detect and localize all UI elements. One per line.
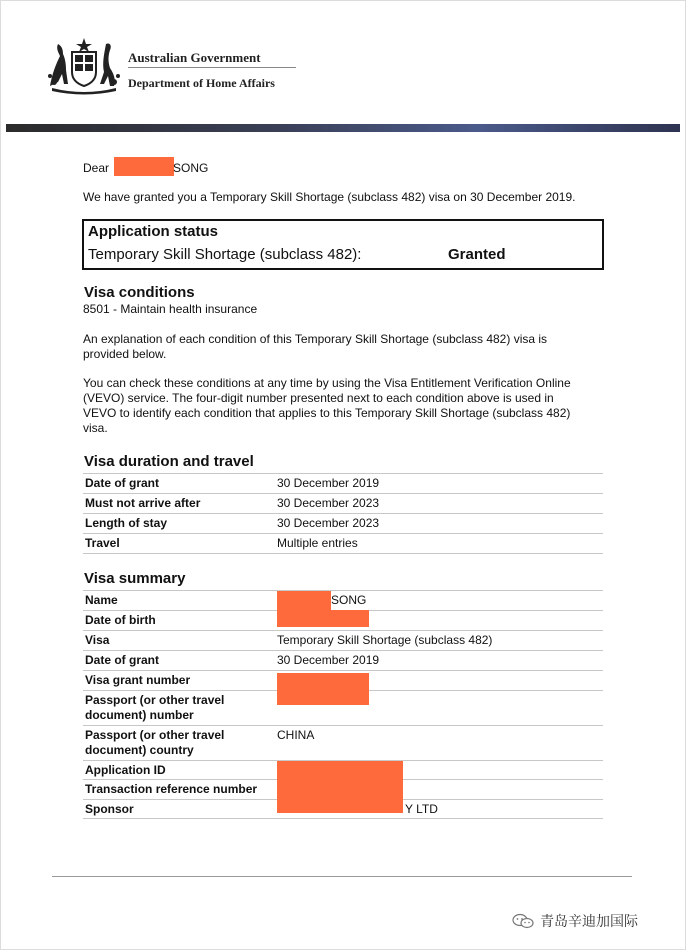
row-value: SONG [331,593,367,607]
row-label: Date of grant [85,476,160,490]
redaction-ids-and-sponsor [277,761,403,813]
table-row [83,534,603,554]
header-bar [6,124,680,132]
row-value: Temporary Skill Shortage (subclass 482) [277,633,493,647]
conditions-para1-line2: provided below. [83,347,167,361]
table-row [83,514,603,534]
watermark [512,911,638,931]
conditions-para1-line1: An explanation of each condition of this Temporary Skill Shortage (subclass 482) visa is [83,332,548,346]
row-label: Date of birth [85,613,156,627]
department-name: Department of Home Affairs [128,76,275,90]
row-label: Name [85,593,118,607]
conditions-para2-line3: VEVO to identify each condition that applies to this Temporary Skill Shortage (subclass 482) [83,406,571,420]
redaction-date-of-birth [277,610,369,627]
status-value: Granted [448,246,506,263]
table-row [83,474,603,494]
redaction-given-name [114,157,174,176]
redaction-name [277,591,331,611]
row-value: Multiple entries [277,536,358,550]
status-title: Application status [88,223,219,240]
row-value: CHINA [277,728,315,742]
header-divider [128,67,296,68]
row-label: Must not arrive after [85,496,201,510]
row-label: Application ID [85,763,166,777]
row-label: Passport (or other travel document) country [85,728,225,757]
salutation-word: Dear [83,161,110,175]
status-label: Temporary Skill Shortage (subclass 482): [88,246,362,263]
row-value: 30 December 2019 [277,476,380,490]
conditions-title: Visa conditions [84,284,195,301]
row-value: 30 December 2023 [277,496,380,510]
table-row [83,726,603,761]
row-value: Y LTD [405,802,438,816]
table-row [83,631,603,651]
conditions-para2-line2: (VEVO) service. The four-digit number presented next to each condition above is used in [83,391,554,405]
row-label: Passport (or other travel document) number [85,693,225,722]
government-name: Australian Government [128,50,261,65]
salutation [83,161,109,176]
row-label: Travel [85,536,120,550]
row-label: Date of grant [85,653,160,667]
row-value: 30 December 2019 [277,653,380,667]
wechat-icon [512,913,534,929]
conditions-para2-line1: You can check these conditions at any time by using the Visa Entitlement Verification Online [83,376,571,390]
row-label: Length of stay [85,516,168,530]
application-status-box [82,219,604,270]
table-row [83,651,603,671]
row-label: Visa grant number [85,673,191,687]
table-row [83,494,603,514]
table-row [83,591,603,611]
grant-intro: We have granted you a Temporary Skill Shortage (subclass 482) visa on 30 December 2019. [83,190,576,204]
row-value: 30 December 2023 [277,516,380,530]
redaction-grant-and-passport [277,673,369,705]
condition-item: 8501 - Maintain health insurance [83,302,258,316]
duration-title: Visa duration and travel [84,453,254,470]
row-label: Sponsor [85,802,134,816]
summary-title: Visa summary [84,570,186,587]
row-label: Visa [85,633,110,647]
surname-suffix: SONG [173,161,209,175]
coat-of-arms-icon [44,34,124,96]
conditions-para2-line4: visa. [83,421,108,435]
footer-divider [52,876,632,877]
watermark-text: 青岛辛迪加国际 [540,913,638,929]
duration-table [83,473,603,554]
row-label: Transaction reference number [85,782,258,796]
